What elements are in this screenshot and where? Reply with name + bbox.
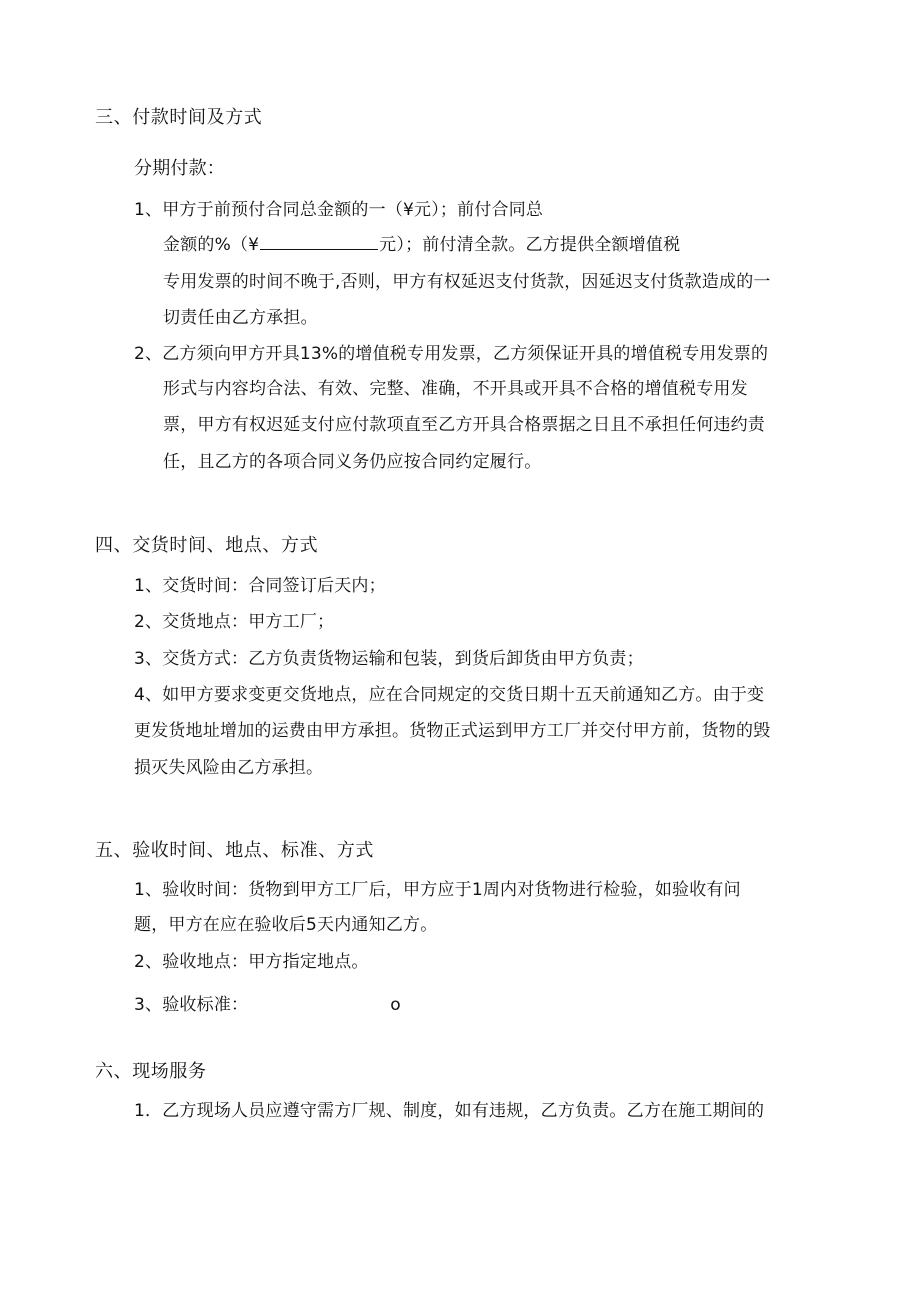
section-4-item-2: 2、交货地点：甲方工厂；: [134, 612, 335, 632]
section-4-heading: 四、交货时间、地点、方式: [95, 535, 319, 556]
section-3-item-1-line-2b: 元）；前付清全款。乙方提供全额增值税: [379, 235, 681, 255]
section-5-item-2: 2、验收地点：甲方指定地点。: [134, 952, 369, 972]
section-3-item-1-line-2: [163, 234, 680, 256]
amount-blank: [260, 235, 378, 250]
section-3-item-2-line-1: 2、乙方须向甲方开具13%的增值税专用发票，乙方须保证开具的增值税专用发票的: [134, 344, 769, 364]
section-4-item-4-line-2: 更发货地址增加的运费由甲方承担。货物正式运到甲方工厂并交付甲方前，货物的毁: [134, 721, 771, 741]
section-3-item-2-line-2: 形式与内容均合法、有效、完整、准确，不开具或开具不合格的增值税专用发: [163, 379, 748, 399]
section-3-item-1-line-2a: 金额的%（¥: [163, 235, 260, 255]
section-3-item-2-line-4: 任，且乙方的各项合同义务仍应按合同约定履行。: [163, 452, 542, 472]
section-3-heading: 三、付款时间及方式: [95, 107, 263, 128]
section-5-item-3-end: o: [390, 995, 401, 1015]
section-4-item-1: 1、交货时间：合同签订后天内；: [134, 576, 386, 596]
section-6-item-1: 1．乙方现场人员应遵守需方厂规、制度，如有违规，乙方负责。乙方在施工期间的: [134, 1101, 765, 1121]
section-4-item-4-line-3: 损灭失风险由乙方承担。: [134, 758, 324, 778]
section-4-item-3: 3、交货方式：乙方负责货物运输和包装，到货后卸货由甲方负责；: [134, 649, 644, 669]
section-5-item-3: [134, 994, 401, 1016]
section-5-item-1-line-2: 题，甲方在应在验收后5天内通知乙方。: [134, 915, 438, 935]
section-3-item-2-line-3: 票，甲方有权迟延支付应付款项直至乙方开具合格票据之日且不承担任何违约责: [163, 415, 765, 435]
section-3-item-1-line-1: 1、甲方于前预付合同总金额的一（¥元）；前付合同总: [134, 200, 544, 220]
section-5-item-1-line-1: 1、验收时间：货物到甲方工厂后，甲方应于1周内对货物进行检验，如验收有问: [134, 880, 741, 900]
section-4-item-4-line-1: 4、如甲方要求变更交货地点，应在合同规定的交货日期十五天前通知乙方。由于变: [134, 685, 765, 705]
section-3-item-1-line-3: 专用发票的时间不晚于,否则，甲方有权延迟支付货款，因延迟支付货款造成的一: [163, 272, 771, 292]
section-3-item-1-line-4: 切责任由乙方承担。: [163, 308, 318, 328]
section-6-heading: 六、现场服务: [95, 1061, 207, 1082]
section-3-subheading: 分期付款：: [134, 158, 225, 179]
section-5-heading: 五、验收时间、地点、标准、方式: [95, 840, 374, 861]
section-5-item-3-label: 3、验收标准：: [134, 995, 249, 1015]
